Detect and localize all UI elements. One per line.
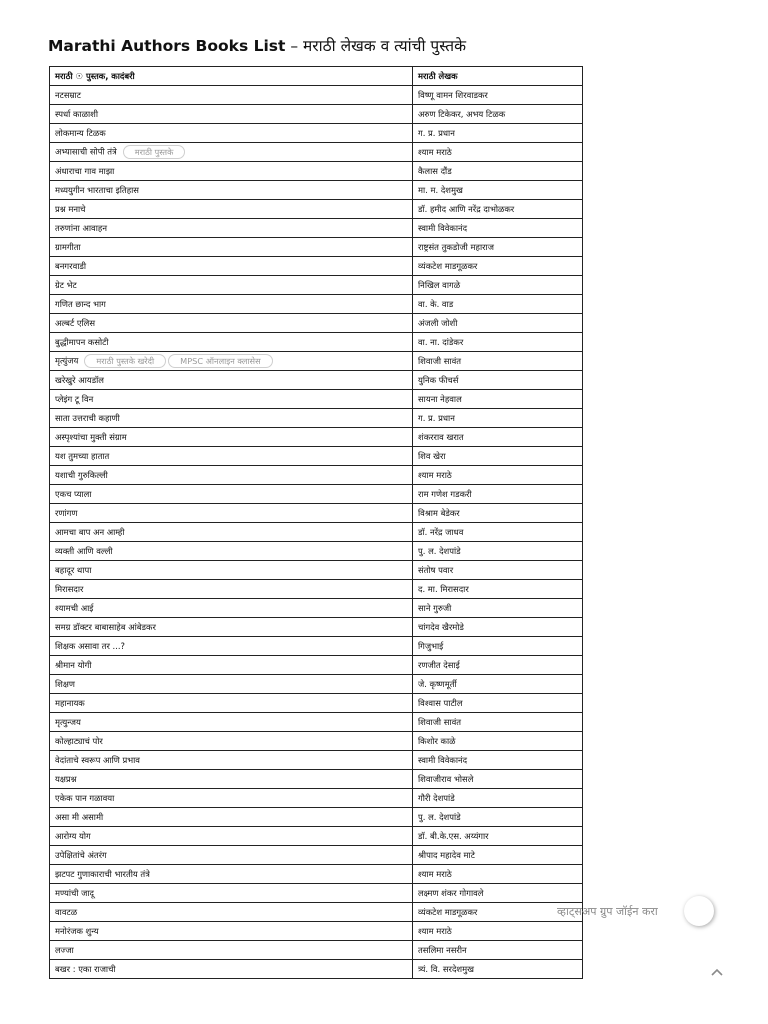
whatsapp-join-button[interactable] xyxy=(552,896,722,926)
author-name-cell: श्याम मराठे xyxy=(413,922,583,941)
table-row xyxy=(50,941,583,960)
author-name-cell: श्याम मराठे xyxy=(413,466,583,485)
book-title-cell xyxy=(50,827,413,846)
book-title-cell xyxy=(50,960,413,979)
book-title-cell xyxy=(50,86,413,105)
book-title-cell xyxy=(50,580,413,599)
table-row xyxy=(50,143,583,162)
table-row xyxy=(50,124,583,143)
table-row xyxy=(50,162,583,181)
page-title-english: Marathi Authors Books List xyxy=(48,37,286,55)
book-title-cell xyxy=(50,447,413,466)
book-title: गणित छान्द भाग xyxy=(55,298,106,309)
book-title: प्रश्न मनाचे xyxy=(55,203,86,214)
book-title: प्लेइंग टू विन xyxy=(55,393,94,404)
table-row xyxy=(50,466,583,485)
author-name-cell: तसलिमा नसरीन xyxy=(413,941,583,960)
author-name-cell: अंजली जोशी xyxy=(413,314,583,333)
table-body xyxy=(50,86,583,979)
table-row xyxy=(50,694,583,713)
book-title: अल्बर्ट एलिस xyxy=(55,317,95,328)
book-title-cell xyxy=(50,428,413,447)
book-title-cell xyxy=(50,732,413,751)
book-title: लोकमान्य टिळक xyxy=(55,127,106,138)
whatsapp-icon[interactable] xyxy=(684,896,714,926)
table-row xyxy=(50,504,583,523)
author-name-cell: राष्ट्रसंत तुकडोजी महाराज xyxy=(413,238,583,257)
table-row xyxy=(50,903,583,922)
table-row xyxy=(50,428,583,447)
table-row xyxy=(50,884,583,903)
table-header-row xyxy=(50,67,583,86)
author-name-cell: साने गुरुजी xyxy=(413,599,583,618)
book-title-cell xyxy=(50,124,413,143)
table-row xyxy=(50,352,583,371)
book-title-cell xyxy=(50,257,413,276)
book-title: यशाची गुरुकिल्ली xyxy=(55,469,108,480)
table-row xyxy=(50,485,583,504)
chevron-up-icon[interactable] xyxy=(709,964,725,980)
author-name-cell: व्यंकटेश माडगूळकर xyxy=(413,257,583,276)
book-title-cell xyxy=(50,903,413,922)
author-name-cell: ग. प्र. प्रधान xyxy=(413,124,583,143)
author-name-cell: वा. ना. दांडेकर xyxy=(413,333,583,352)
author-name-cell: पु. ल. देशपांडे xyxy=(413,542,583,561)
book-title: समग्र डॉक्टर बाबासाहेब आंबेडकर xyxy=(55,621,156,632)
table-row xyxy=(50,808,583,827)
table-row xyxy=(50,371,583,390)
book-title: मृत्युन्जय xyxy=(55,716,81,727)
book-title: उपेक्षितांचे अंतरंग xyxy=(55,849,107,860)
book-title: शिक्षण xyxy=(55,678,75,689)
table-row xyxy=(50,922,583,941)
author-name-cell: व्यंकटेश माडगूळकर xyxy=(413,903,583,922)
book-title: मनोरंजक शुन्य xyxy=(55,925,99,936)
book-title-cell xyxy=(50,542,413,561)
table-row xyxy=(50,637,583,656)
book-title-cell xyxy=(50,409,413,428)
book-title-cell xyxy=(50,694,413,713)
book-title: बखर : एका राजाची xyxy=(55,963,116,974)
author-name-cell: मा. म. देशमुख xyxy=(413,181,583,200)
book-title-cell xyxy=(50,390,413,409)
column-header-author: मराठी लेखक xyxy=(413,67,583,86)
book-title-cell xyxy=(50,200,413,219)
book-title-cell xyxy=(50,599,413,618)
book-title: यश तुमच्या हातात xyxy=(55,450,110,461)
author-name-cell: चांगदेव खैरमोडे xyxy=(413,618,583,637)
table-row xyxy=(50,276,583,295)
book-title: ग्रामगीता xyxy=(55,241,81,252)
table-row xyxy=(50,751,583,770)
book-title: श्रीमान योगी xyxy=(55,659,92,670)
author-name-cell: स्वामी विवेकानंद xyxy=(413,219,583,238)
table-row xyxy=(50,599,583,618)
chip-group xyxy=(78,356,272,366)
table-row xyxy=(50,675,583,694)
table-row xyxy=(50,713,583,732)
table-row xyxy=(50,561,583,580)
author-name-cell: विश्वास पाटील xyxy=(413,694,583,713)
table-row xyxy=(50,618,583,637)
table-row xyxy=(50,105,583,124)
book-title-cell xyxy=(50,618,413,637)
author-name-cell: रणजीत देसाई xyxy=(413,656,583,675)
author-name-cell: शिवाजीराव भोसले xyxy=(413,770,583,789)
table-row xyxy=(50,181,583,200)
book-title: आरोग्य योग xyxy=(55,830,91,841)
author-name-cell: जे. कृष्णमूर्ती xyxy=(413,675,583,694)
table-row xyxy=(50,333,583,352)
author-name-cell: ग. प्र. प्रधान xyxy=(413,409,583,428)
table-row xyxy=(50,390,583,409)
author-name-cell: स्वामी विवेकानंद xyxy=(413,751,583,770)
table-row xyxy=(50,846,583,865)
table-row xyxy=(50,314,583,333)
book-title: स्पर्धा काळाशी xyxy=(55,108,98,119)
table-row xyxy=(50,257,583,276)
book-title: अस्पृश्यांचा मुक्ती संग्राम xyxy=(55,431,127,442)
search-chip[interactable]: मराठी पुस्तके xyxy=(123,145,186,159)
author-name-cell: शिवाजी सावंत xyxy=(413,352,583,371)
author-name-cell: संतोष पवार xyxy=(413,561,583,580)
author-name-cell: डॉ. नरेंद्र जाधव xyxy=(413,523,583,542)
book-title: बहादूर थापा xyxy=(55,564,92,575)
book-title-cell xyxy=(50,922,413,941)
book-title-cell xyxy=(50,333,413,352)
column-header-book: मराठी ☉ पुस्तक, कादंबरी xyxy=(50,67,413,86)
table-row xyxy=(50,827,583,846)
book-title-cell xyxy=(50,238,413,257)
book-title: नटसम्राट xyxy=(55,89,81,100)
author-name-cell: गौरी देशपांडे xyxy=(413,789,583,808)
table-row xyxy=(50,295,583,314)
author-name-cell: पु. ल. देशपांडे xyxy=(413,808,583,827)
author-name-cell: अरुण टिकेकर, अभय टिळक xyxy=(413,105,583,124)
book-title-cell xyxy=(50,751,413,770)
book-title-cell xyxy=(50,295,413,314)
author-name-cell: डॉ. बी.के.एस. अय्यंगार xyxy=(413,827,583,846)
book-title-cell xyxy=(50,808,413,827)
book-title-cell xyxy=(50,523,413,542)
books-table xyxy=(49,66,583,979)
author-name-cell: सायना नेहवाल xyxy=(413,390,583,409)
book-title: महानायक xyxy=(55,697,85,708)
table-row xyxy=(50,238,583,257)
author-name-cell: युनिक फीचर्स xyxy=(413,371,583,390)
book-title-cell xyxy=(50,162,413,181)
book-title-cell xyxy=(50,352,413,371)
book-title-cell xyxy=(50,276,413,295)
table-row xyxy=(50,656,583,675)
book-title-cell xyxy=(50,884,413,903)
author-name-cell: श्रीपाद महादेव माटे xyxy=(413,846,583,865)
book-title: मिरासदार xyxy=(55,583,84,594)
book-title-cell xyxy=(50,637,413,656)
book-title: एकेक पान गळावया xyxy=(55,792,115,803)
book-title-cell xyxy=(50,466,413,485)
author-name-cell: कैलास दौंड xyxy=(413,162,583,181)
book-title-cell xyxy=(50,941,413,960)
table-row xyxy=(50,580,583,599)
book-title: वेदांताचे स्वरूप आणि प्रभाव xyxy=(55,754,140,765)
author-name-cell: द. मा. मिरासदार xyxy=(413,580,583,599)
book-title: आमचा बाप अन आम्ही xyxy=(55,526,125,537)
book-title: मृत्युंजय xyxy=(55,355,79,366)
book-title: असा मी असामी xyxy=(55,811,104,822)
table-row xyxy=(50,770,583,789)
table-row xyxy=(50,219,583,238)
book-title: मण्यांची जादू xyxy=(55,887,94,898)
book-title: बनगरवाडी xyxy=(55,260,87,271)
book-title-cell xyxy=(50,770,413,789)
author-name-cell: विश्राम बेडेकर xyxy=(413,504,583,523)
author-name-cell: निखिल वागळे xyxy=(413,276,583,295)
book-title: मध्ययुगीन भारताचा इतिहास xyxy=(55,184,139,195)
author-name-cell: शिवाजी सावंत xyxy=(413,713,583,732)
author-name-cell: गिजुभाई xyxy=(413,637,583,656)
book-title-cell xyxy=(50,713,413,732)
book-title: तरुणांना आवाहन xyxy=(55,222,107,233)
author-name-cell: राम गणेश गडकरी xyxy=(413,485,583,504)
table-row xyxy=(50,409,583,428)
book-title: कोल्हाट्याचं पोर xyxy=(55,735,103,746)
whatsapp-join-label: व्हाट्सअप ग्रुप जॉईन करा xyxy=(557,905,658,918)
book-title: साता उत्तराची कहाणी xyxy=(55,412,120,423)
author-name-cell: शंकरराव खरात xyxy=(413,428,583,447)
book-title: अभ्यासाची सोपी तंत्रे xyxy=(55,146,117,157)
book-title-cell xyxy=(50,504,413,523)
book-title-cell xyxy=(50,143,413,162)
table-row xyxy=(50,86,583,105)
book-title-cell xyxy=(50,181,413,200)
table-row xyxy=(50,200,583,219)
author-name-cell: श्याम मराठे xyxy=(413,865,583,884)
book-title-cell xyxy=(50,485,413,504)
book-title: खरेखुरे आयडॉल xyxy=(55,374,104,385)
book-title: बुद्धीमापन कसोटी xyxy=(55,336,109,347)
chip-group xyxy=(117,147,186,157)
book-title: ग्रेट भेट xyxy=(55,279,77,290)
table-row xyxy=(50,447,583,466)
book-title: श्यामची आई xyxy=(55,602,94,613)
table-row xyxy=(50,542,583,561)
book-title: एकच प्याला xyxy=(55,488,92,499)
book-title: यक्षप्रश्न xyxy=(55,773,77,784)
table-row xyxy=(50,865,583,884)
book-title-cell xyxy=(50,789,413,808)
book-title-cell xyxy=(50,314,413,333)
table-row xyxy=(50,960,583,979)
table-row xyxy=(50,732,583,751)
book-title-cell xyxy=(50,561,413,580)
book-title: अंधाराचा गाव माझा xyxy=(55,165,115,176)
book-title-cell xyxy=(50,656,413,675)
page-title-marathi: – मराठी लेखक व त्यांची पुस्तके xyxy=(285,37,467,55)
author-name-cell: विष्णू वामन शिरवाडकर xyxy=(413,86,583,105)
book-title: व्यक्ती आणि वल्ली xyxy=(55,545,113,556)
book-title-cell xyxy=(50,846,413,865)
author-name-cell: श्याम मराठे xyxy=(413,143,583,162)
page-title xyxy=(48,34,466,56)
book-title: वावटळ xyxy=(55,906,78,917)
author-name-cell: किशोर काळे xyxy=(413,732,583,751)
table-row xyxy=(50,789,583,808)
book-title: झटपट गुणाकाराची भारतीय तंत्रे xyxy=(55,868,150,879)
search-chip[interactable]: MPSC ऑनलाइन क्लासेस xyxy=(168,354,272,368)
book-title-cell xyxy=(50,675,413,694)
book-title-cell xyxy=(50,865,413,884)
book-title: लज्जा xyxy=(55,944,74,955)
table-row xyxy=(50,523,583,542)
author-name-cell: शिव खेरा xyxy=(413,447,583,466)
book-title-cell xyxy=(50,219,413,238)
author-name-cell: वा. के. वाड xyxy=(413,295,583,314)
book-title: शिक्षक असावा तर ...? xyxy=(55,640,125,651)
book-title: रणांगण xyxy=(55,507,78,518)
book-title-cell xyxy=(50,105,413,124)
author-name-cell: डॉ. हमीद आणि नरेंद्र दाभोळकर xyxy=(413,200,583,219)
author-name-cell: लक्ष्मण शंकर गोगावले xyxy=(413,884,583,903)
author-name-cell: त्र्यं. वि. सरदेशमुख xyxy=(413,960,583,979)
search-chip[interactable]: मराठी पुस्तके खरेदी xyxy=(84,354,166,368)
book-title-cell xyxy=(50,371,413,390)
